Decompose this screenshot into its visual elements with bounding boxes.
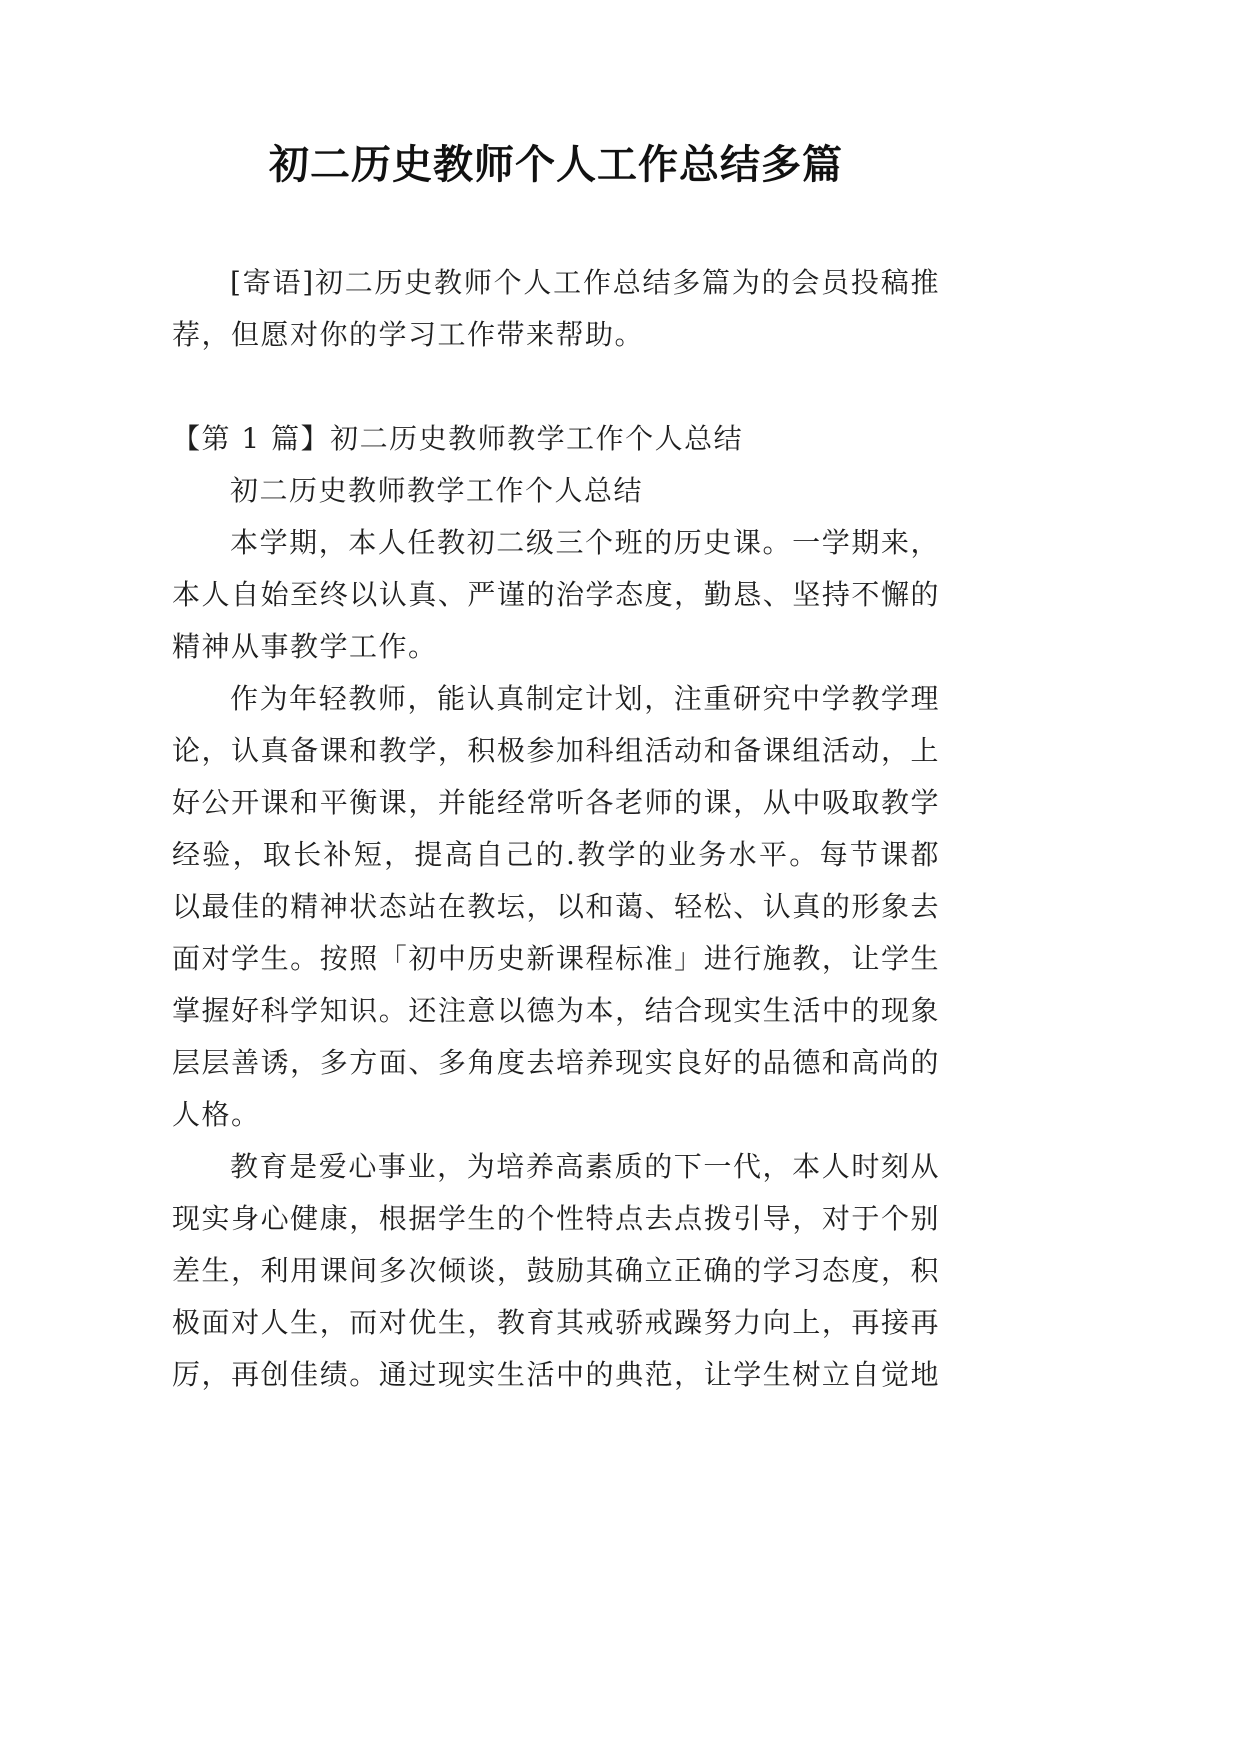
paragraph-line: 精神从事教学工作。 — [172, 630, 438, 663]
paragraph-line: 荐，但愿对你的学习工作带来帮助。 — [172, 318, 645, 351]
section-heading: 【第 1 篇】初二历史教师教学工作个人总结 — [172, 422, 744, 455]
intro-paragraph — [172, 257, 940, 361]
paragraph-line: 面对学生。按照「初中历史新课程标准」进行施教，让学生 — [172, 942, 940, 975]
paragraph-line: 以最佳的精神状态站在教坛，以和蔼、轻松、认真的形象去 — [172, 890, 940, 923]
paragraph-line: 本人自始至终以认真、严谨的治学态度，勤恳、坚持不懈的 — [172, 578, 940, 611]
body-paragraph — [172, 1141, 940, 1401]
paragraph-line: 作为年轻教师，能认真制定计划，注重研究中学教学理 — [230, 682, 940, 715]
paragraph-line: [寄语]初二历史教师个人工作总结多篇为的会员投稿推 — [230, 266, 940, 299]
blank-line — [172, 361, 940, 413]
paragraph-line: 极面对人生，而对优生，教育其戒骄戒躁努力向上，再接再 — [172, 1306, 940, 1339]
body-paragraph — [172, 517, 940, 673]
section-subtitle: 初二历史教师教学工作个人总结 — [230, 474, 644, 507]
paragraph-line: 掌握好科学知识。还注意以德为本，结合现实生活中的现象 — [172, 994, 940, 1027]
paragraph-line: 现实身心健康，根据学生的个性特点去点拨引导，对于个别 — [172, 1202, 940, 1235]
paragraph-line: 层层善诱，多方面、多角度去培养现实良好的品德和高尚的 — [172, 1046, 940, 1079]
paragraph-line: 论，认真备课和教学，积极参加科组活动和备课组活动，上 — [172, 734, 940, 767]
paragraph-line: 经验，取长补短，提高自己的.教学的业务水平。每节课都 — [172, 838, 940, 871]
document-body — [172, 257, 940, 1401]
document-title: 初二历史教师个人工作总结多篇 — [269, 141, 843, 188]
paragraph-line: 好公开课和平衡课，并能经常听各老师的课，从中吸取教学 — [172, 786, 940, 819]
paragraph-line: 本学期，本人任教初二级三个班的历史课。一学期来， — [230, 526, 940, 559]
paragraph-line: 人格。 — [172, 1098, 261, 1131]
body-paragraph — [172, 673, 940, 1141]
paragraph-line: 差生，利用课间多次倾谈，鼓励其确立正确的学习态度，积 — [172, 1254, 940, 1287]
paragraph-line: 教育是爱心事业，为培养高素质的下一代，本人时刻从 — [230, 1150, 940, 1183]
paragraph-line: 厉，再创佳绩。通过现实生活中的典范，让学生树立自觉地 — [172, 1358, 940, 1391]
